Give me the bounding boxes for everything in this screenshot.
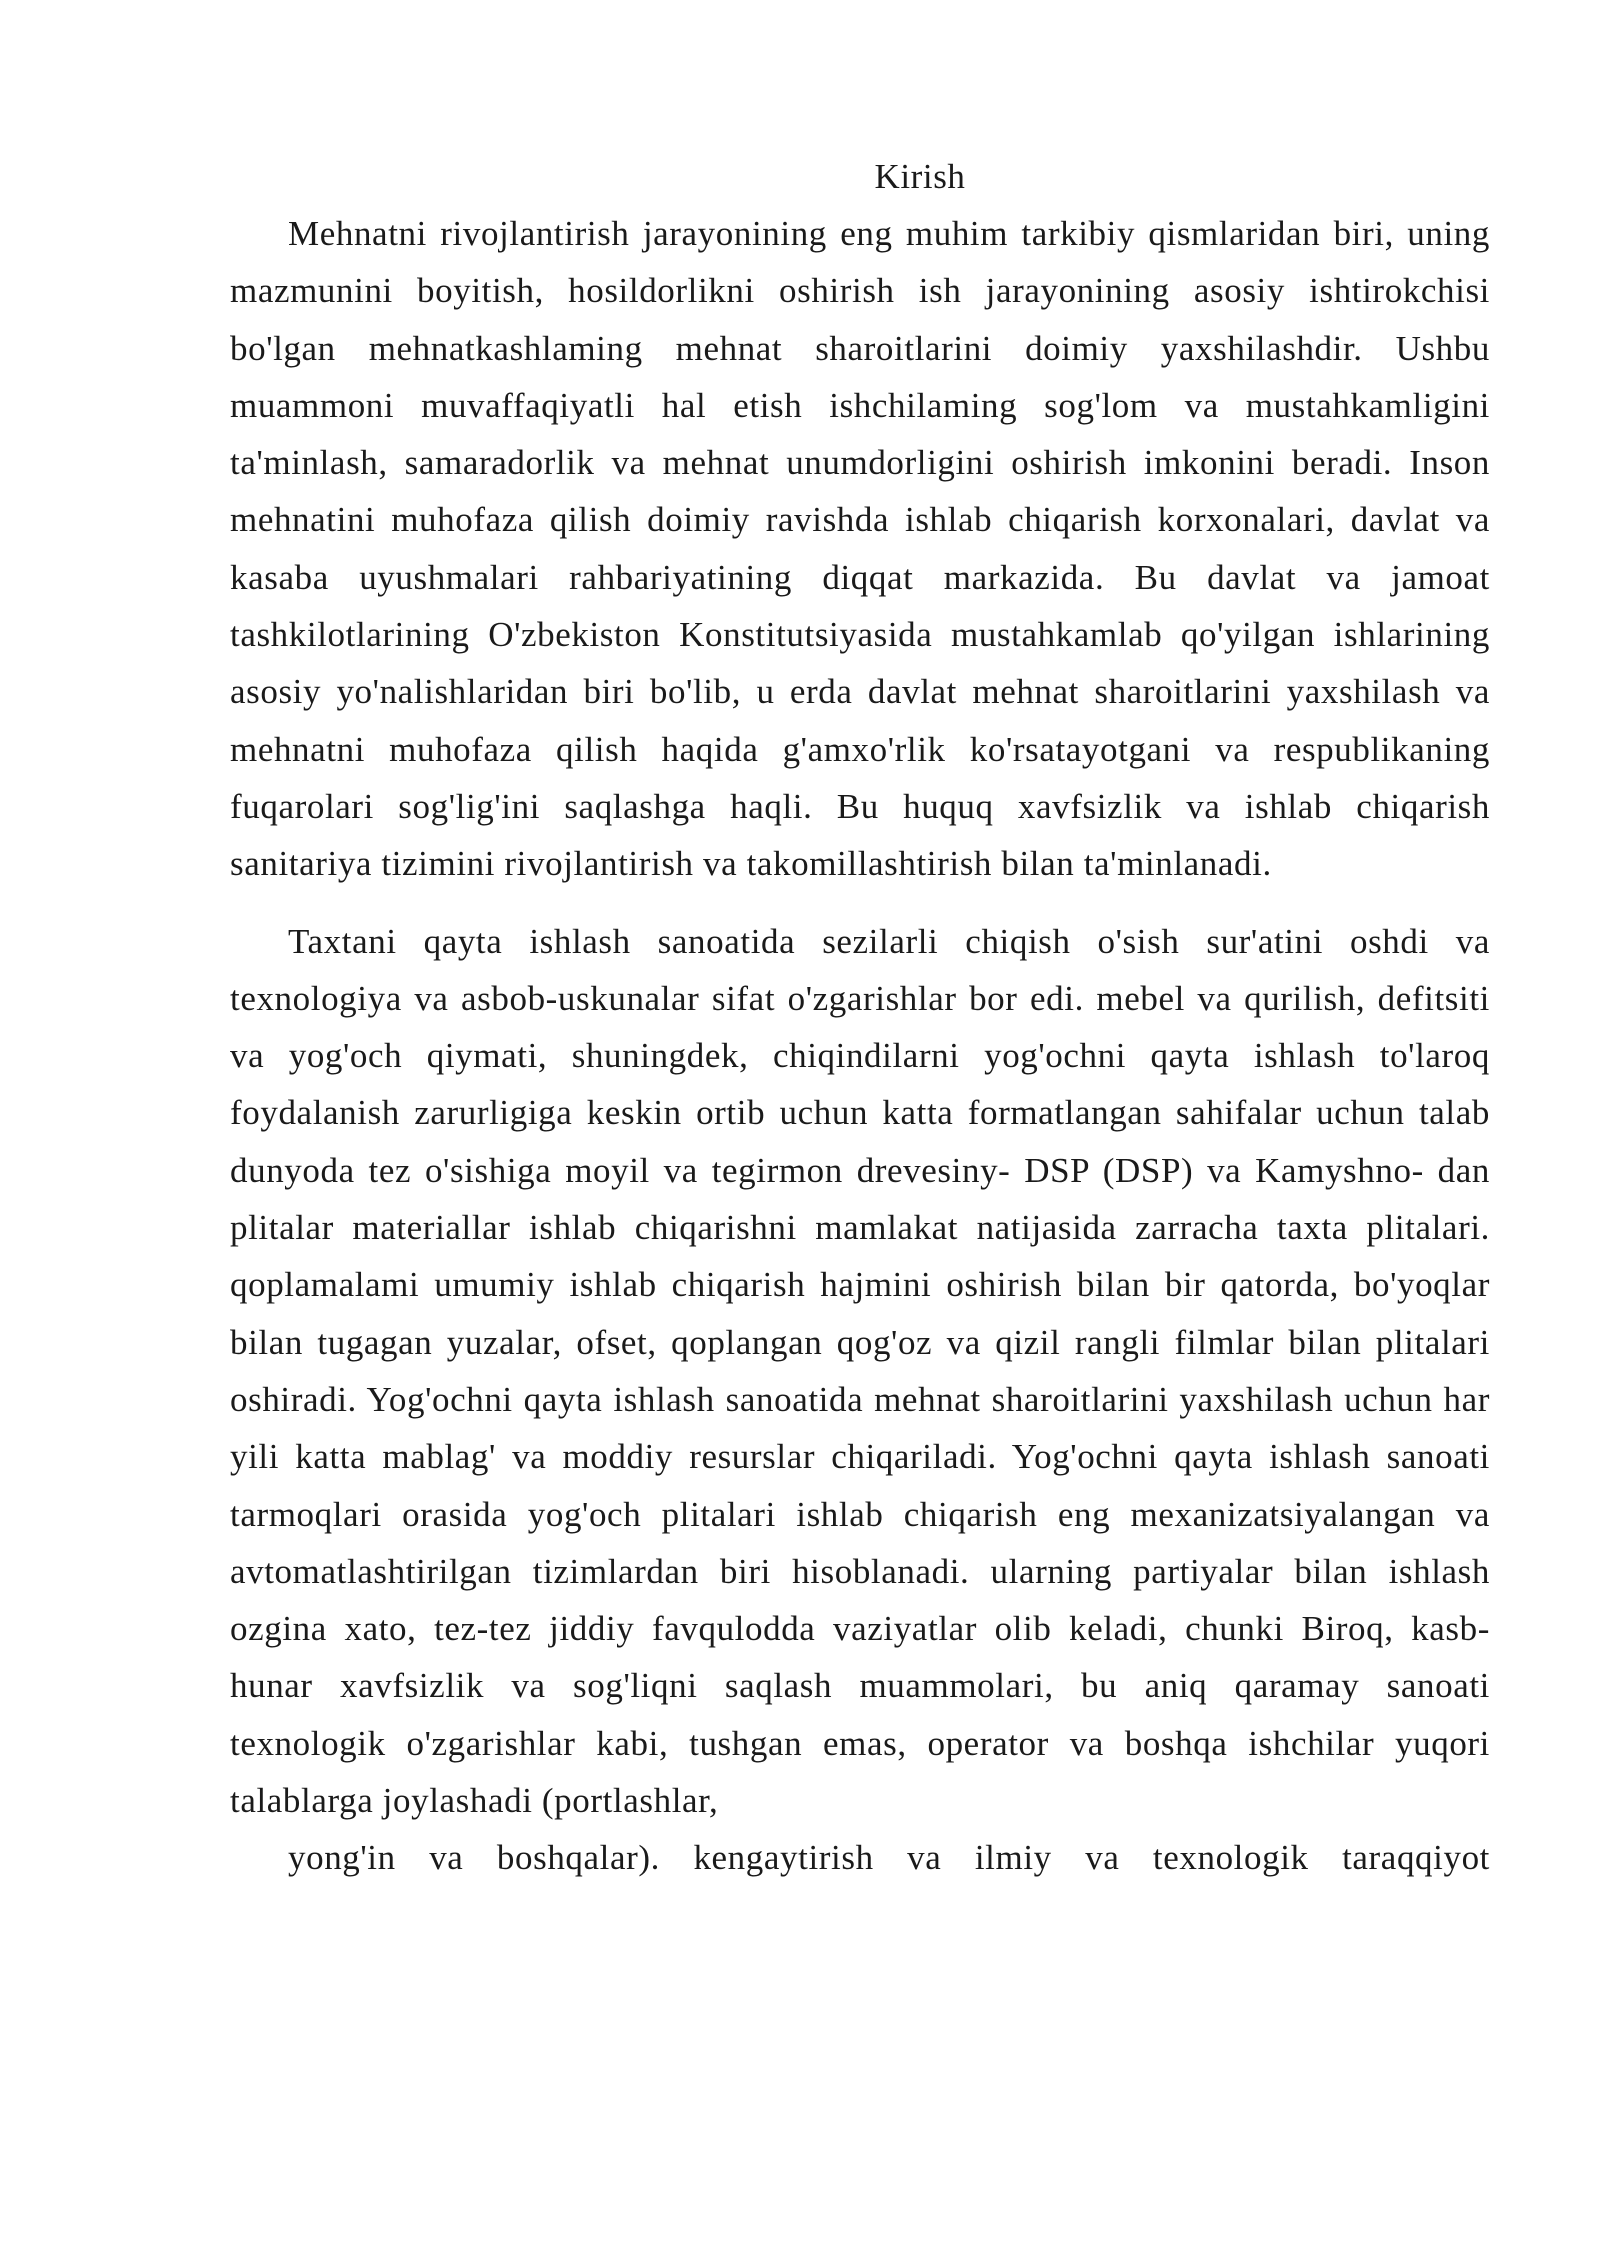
paragraph-continuation: yong'in va boshqalar). kengaytirish va ilmiy va texnologik taraqqiyot bbox=[288, 1838, 1490, 1878]
document-title: Kirish bbox=[874, 157, 966, 196]
paragraph-intro: Mehnatni rivojlantirish jarayonining eng muhim tarkibiy qismlaridan biri, uning mazmunini boyitish, hosildorlikni oshirish ish jarayonining asosiy ishtirokchisi bo'lgan mehnatkashlaming mehnat sharoitlarini doimiy yaxshilashdir. Ushbu muammoni muvaffaqiyatli hal etish ishchilaming sog'lom va mustahkamligini ta'minlash, samaradorlik va mehnat unumdorligini oshirish imkonini beradi. Inson mehnatini muhofaza qilish doimiy ravishda ishlab chiqarish korxonalari, davlat va kasaba uyushmalari rahbariyatining diqqat markazida. Bu davlat va jamoat tashkilotlarining O'zbekiston Konstitutsiyasida mustahkamlab qo'yilgan ishlarining asosiy yo'nalishlaridan biri bo'lib, u erda davlat mehnat sharoitlarini yaxshilash va mehnatni muhofaza qilish haqida g'amxo'rlik ko'rsatayotgani va respublikaning fuqarolari sog'lig'ini saqlashga haqli. Bu huquq xavfsizlik va ishlab chiqarish sanitariya tizimini rivojlantirish va takomillashtirish bilan ta'minlanadi. bbox=[230, 214, 1490, 884]
paragraph-wood-industry: Taxtani qayta ishlash sanoatida sezilarli chiqish o'sish sur'atini oshdi va texnologiya va asbob-uskunalar sifat o'zgarishlar bor edi. mebel va qurilish, defitsiti va yog'och qiymati, shuningdek, chiqindilarni yog'ochni qayta ishlash to'laroq foydalanish zarurligiga keskin ortib uchun katta formatlangan sahifalar uchun talab dunyoda tez o'sishiga moyil va tegirmon drevesiny- DSP (DSP) va Kamyshno- dan plitalar materiallar ishlab chiqarishni mamlakat natijasida zarracha taxta plitalari. qoplamalami umumiy ishlab chiqarish hajmini oshirish bilan bir qatorda, bo'yoqlar bilan tugagan yuzalar, ofset, qoplangan qog'oz va qizil rangli filmlar bilan plitalari oshiradi. Yog'ochni qayta ishlash sanoatida mehnat sharoitlarini yaxshilash uchun har yili katta mablag' va moddiy resurslar chiqariladi. Yog'ochni qayta ishlash sanoati tarmoqlari orasida yog'och plitalari ishlab chiqarish eng mexanizatsiyalangan va avtomatlashtirilgan tizimlardan biri hisoblanadi. ularning partiyalar bilan ishlash ozgina xato, tez-tez jiddiy favqulodda vaziyatlar olib keladi, chunki Biroq, kasb-hunar xavfsizlik va sog'liqni saqlash muammolari, bu aniq qaramay sanoati texnologik o'zgarishlar kabi, tushgan emas, operator va boshqa ishchilar yuqori talablarga joylashadi (portlashlar, bbox=[230, 921, 1490, 1821]
document-body bbox=[230, 148, 1490, 1887]
